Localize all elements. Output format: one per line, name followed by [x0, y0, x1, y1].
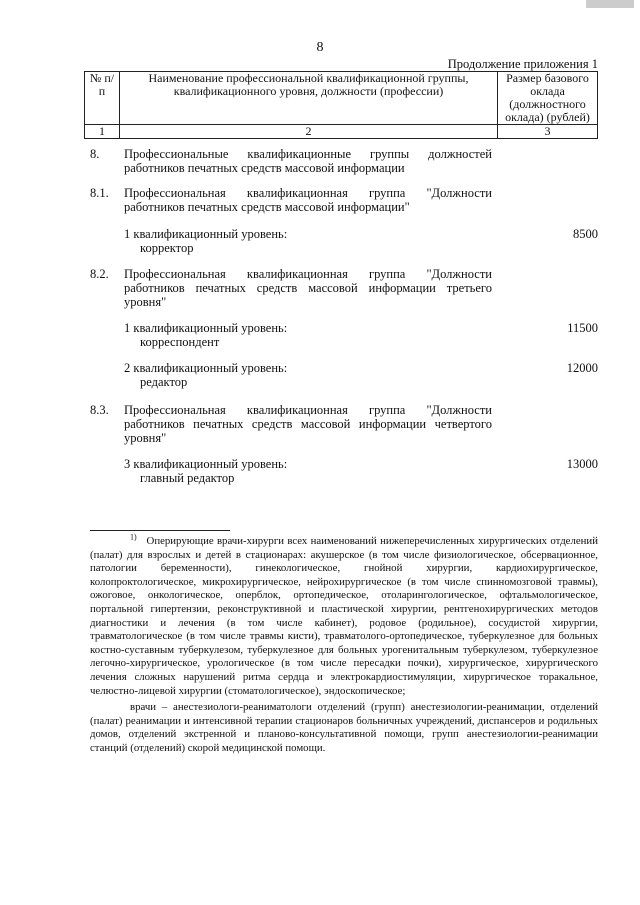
footnote-text: врачи – анестезиологи-реаниматологи отделений (групп) анестезиологии-реанимации, отделений (палат) реанимации и интенсивной терапии стационаров больничных учреждений, диспансеров и родильных домов, отделений экстренной и планово-консультативной помощи, групп анестезиологии-реанимации станций (отделений) скорой медицинской помощи.	[90, 701, 598, 754]
position-name: корреспондент	[140, 335, 220, 349]
header-num-1: 1	[85, 125, 120, 139]
header-col-name: Наименование профессиональной квалификационной группы, квалификационного уровня, должности (профессии)	[120, 72, 498, 125]
row-number: 8.2.	[90, 267, 109, 281]
salary-value: 12000	[566, 361, 598, 375]
qualification-level	[124, 457, 504, 485]
qualification-level	[124, 361, 504, 389]
row-group-title: Профессиональная квалификационная группа "Должности работников печатных средств массовой информации"	[124, 186, 492, 214]
row-group-title: Профессиональная квалификационная группа "Должности работников печатных средств массовой информации четвертого уровня"	[124, 403, 492, 445]
salary-value: 13000	[566, 457, 598, 471]
level-label: 2 квалификационный уровень:	[124, 361, 288, 375]
position-name: редактор	[140, 375, 188, 389]
row-number: 8.	[90, 147, 100, 161]
level-label: 3 квалификационный уровень:	[124, 457, 288, 471]
header-col-number: № п/п	[85, 72, 120, 125]
footnote	[90, 532, 598, 756]
qualification-level	[124, 227, 504, 255]
footnote-separator	[90, 530, 230, 531]
table-header	[84, 71, 598, 139]
row-group-title: Профессиональная квалификационная группа "Должности работников печатных средств массовой информации третьего уровня"	[124, 267, 492, 309]
level-label: 1 квалификационный уровень:	[124, 321, 288, 335]
page-number: 8	[316, 40, 324, 55]
footnote-marker: 1)	[130, 532, 137, 542]
continuation-label: Продолжение приложения 1	[447, 57, 598, 71]
footnote-text: Оперирующие врачи-хирурги всех наименований нижеперечисленных хирургических отделений (палат) для взрослых и детей в стационарах: акушерское (в том числе физиологическое, обсервационное, патологии беременности), гинекологическое, гнойной хирургии, кардиохирургическое, колопроктологическое, микрохирургическое, нейрохирургическое (в том числе спинномозговой травмы), ожоговое, онкологическое, оперблок, ортопедическое, отоларингологическое, офтальмологическое, портальной гипертензии, реконструктивной и пластической хирургии, рентгенохирургических методов диагностики и лечения (в том числе кабинет), родовое (родильное), сосудистой хирургии, травматологическое (в том числе травмы кисти), травматолого-ортопедическое, туберкулезное для больных костно-суставным туберкулезом, туберкулезное для больных урогенитальным туберкулезом, туберкулезное легочно-хирургическое, урологическое (в том числе пересадки почки), хирургическое, хирургического лечения сложных нарушений ритма сердца и электрокардиостимуляции, хирургическое торакальное, челюстно-лицевой хирургии (стоматологическое), эндоскопическое;	[90, 535, 598, 697]
row-group-title: Профессиональные квалификационные группы должностей работников печатных средств массовой информации	[124, 147, 492, 175]
footnote-paragraph	[90, 701, 598, 755]
header-col-salary: Размер базового оклада (должностного оклада) (рублей)	[498, 72, 598, 125]
salary-value: 8500	[573, 227, 598, 241]
salary-value: 11500	[567, 321, 598, 335]
position-name: корректор	[140, 241, 194, 255]
header-num-2: 2	[120, 125, 498, 139]
header-num-3: 3	[498, 125, 598, 139]
qualification-level	[124, 321, 504, 349]
footnote-paragraph	[90, 532, 598, 698]
scan-artifact	[586, 0, 634, 8]
level-label: 1 квалификационный уровень:	[124, 227, 288, 241]
position-name: главный редактор	[140, 471, 235, 485]
row-number: 8.3.	[90, 403, 109, 417]
row-number: 8.1.	[90, 186, 109, 200]
